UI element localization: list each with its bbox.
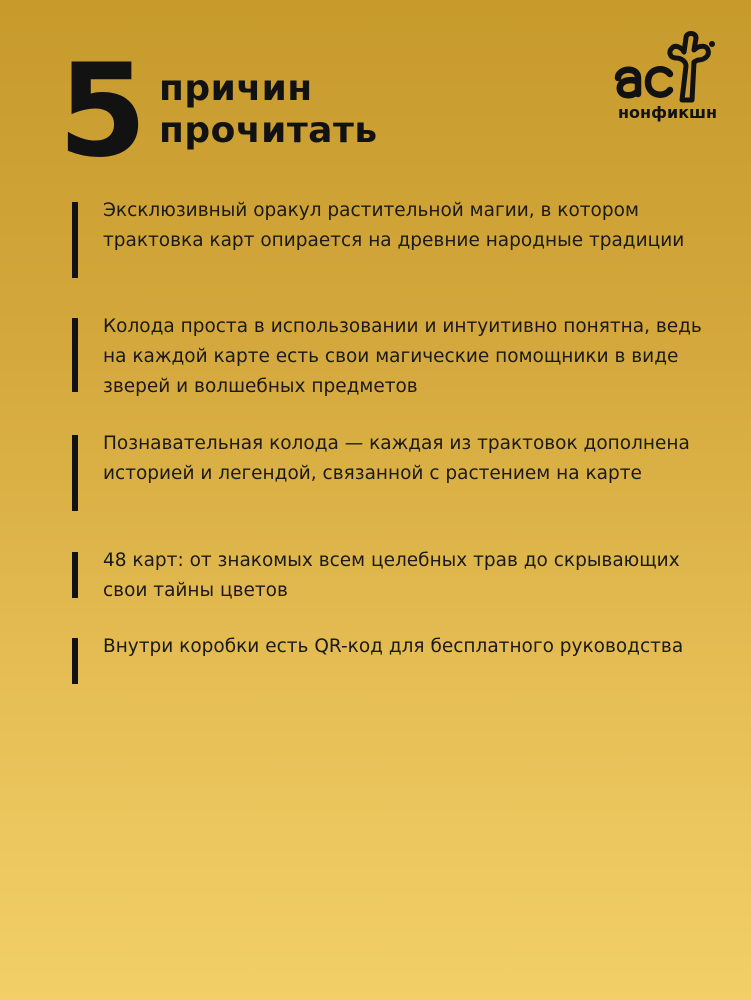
reason-bar — [72, 435, 78, 511]
reason-text: Познавательная колода — каждая из трактовок дополнена историей и легендой, связанной с растением на карте — [103, 433, 690, 484]
reason-item-5 — [72, 632, 712, 694]
title-line-1: причин — [159, 68, 313, 109]
reason-text: Внутри коробки есть QR-код для бесплатного руководства — [103, 636, 684, 657]
logo-mark-icon — [612, 28, 724, 108]
page-header — [58, 37, 698, 186]
title-line-2: прочитать — [159, 110, 378, 151]
reason-item-2 — [72, 312, 712, 404]
reason-item-3 — [72, 429, 712, 521]
reason-text: 48 карт: от знакомых всем целебных трав до скрывающих свои тайны цветов — [103, 550, 680, 601]
publisher-logo — [612, 28, 724, 128]
page-title — [159, 68, 378, 152]
reason-bar — [72, 638, 78, 684]
reason-item-4 — [72, 546, 712, 608]
logo-wordmark: нонфикшн — [618, 103, 718, 122]
reason-item-1 — [72, 196, 712, 288]
reason-text: Колода проста в использовании и интуитивно понятна, ведь на каждой карте есть свои магические помощники в виде зверей и волшебных предметов — [103, 316, 702, 397]
reason-bar — [72, 318, 78, 392]
reason-text: Эксклюзивный оракул растительной магии, в котором трактовка карт опирается на древние народные традиции — [103, 200, 685, 251]
reason-bar — [72, 552, 78, 598]
reason-count: 5 — [58, 37, 144, 186]
reason-bar — [72, 202, 78, 278]
